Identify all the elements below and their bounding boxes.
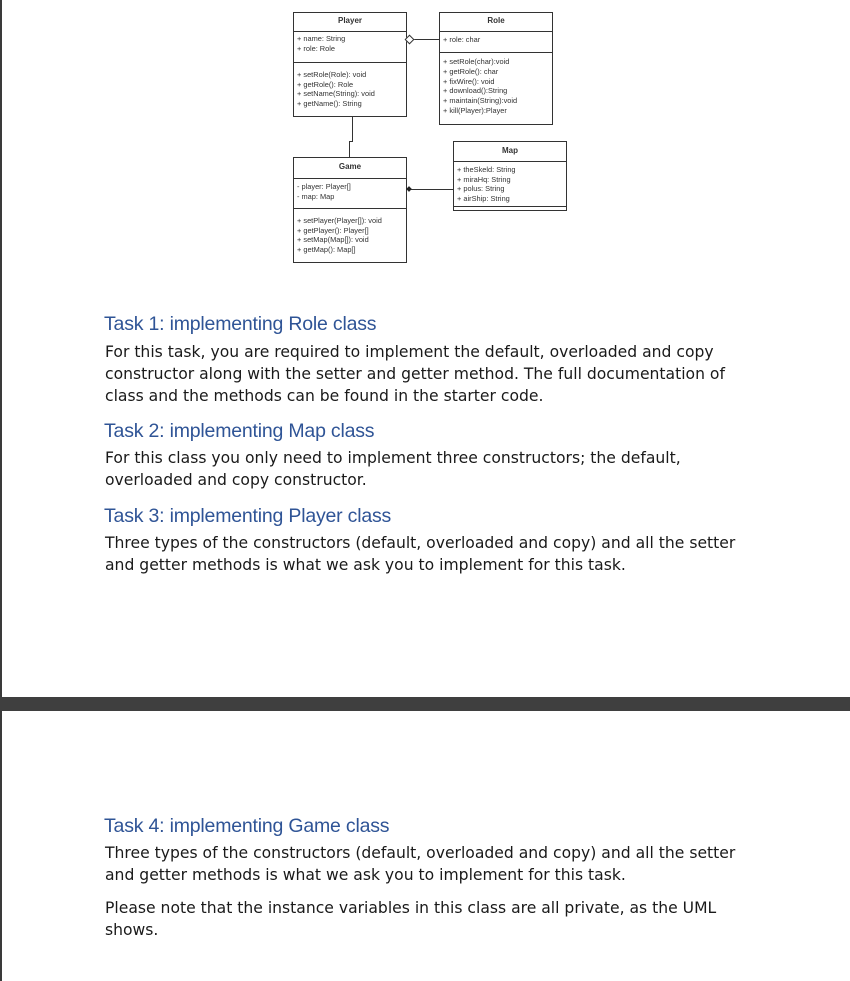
uml-attribute: + role: char [443, 35, 481, 44]
uml-attribute: + airShip: String [457, 193, 510, 203]
task-2-description: For this class you only need to implement three constructors; the default, overloaded and copy constructor. [105, 449, 681, 489]
uml-methods [443, 57, 550, 116]
uml-attribute: + theSkeld: String [457, 165, 516, 174]
uml-method: + setRole(char):void [443, 57, 510, 66]
uml-class-name: Game [338, 162, 362, 171]
uml-method: + setRole(Role): void [297, 70, 367, 79]
uml-method: + setName(String): void [297, 89, 375, 99]
task-4-heading: Task 4: implementing Game class [104, 815, 390, 837]
uml-attribute: + miraHq: String [457, 174, 511, 184]
uml-attributes [297, 34, 404, 53]
uml-attribute: - map: Map [297, 191, 335, 201]
game-map-connector [410, 189, 453, 190]
document-page-2 [2, 711, 850, 981]
uml-method: + download():String [443, 86, 508, 96]
task-1-description: For this task, you are required to implement the default, overloaded and copy constructor along with the setter and getter method. The full documentation of class and the methods can be found in the starter code. [105, 343, 725, 405]
uml-class-name: Role [487, 16, 505, 25]
uml-method: + getRole(): Role [297, 79, 354, 89]
uml-class-game [293, 157, 407, 263]
uml-methods [297, 216, 404, 254]
uml-attributes [297, 182, 404, 201]
uml-class-player [293, 12, 407, 117]
uml-attribute: + polus: String [457, 184, 505, 194]
player-game-connector [352, 117, 353, 142]
uml-method: + getMap(): Map[] [297, 244, 356, 254]
task-4-description: Three types of the constructors (default, overloaded and copy) and all the setter and getter methods is what we ask you to implement for this task. [105, 844, 736, 884]
uml-method: + getRole(): char [443, 66, 499, 76]
uml-attribute: - player: Player[] [297, 182, 351, 191]
uml-class-name: Player [337, 16, 363, 25]
uml-method: + getPlayer(): Player[] [297, 225, 369, 235]
uml-method: + fixWire(): void [443, 76, 495, 86]
task-1-heading: Task 1: implementing Role class [104, 313, 377, 335]
uml-class-map [453, 141, 567, 211]
uml-method: + kill(Player):Player [443, 105, 507, 115]
task-3-description: Three types of the constructors (default, overloaded and copy) and all the setter and getter methods is what we ask you to implement for this task. [105, 534, 736, 574]
uml-attributes [443, 35, 550, 45]
uml-method: + getName(): String [297, 98, 362, 108]
player-role-connector [413, 39, 439, 40]
uml-method: + setPlayer(Player[]): void [297, 216, 382, 225]
uml-class-role [439, 12, 553, 125]
uml-attribute: + name: String [297, 34, 346, 43]
document-page-1 [2, 0, 850, 697]
uml-class-name: Map [502, 146, 518, 155]
task-2-heading: Task 2: implementing Map class [104, 420, 375, 442]
task-3-heading: Task 3: implementing Player class [104, 505, 392, 527]
uml-attributes [457, 165, 564, 203]
composition-diamond-icon [406, 186, 412, 192]
page-separator [0, 697, 850, 711]
uml-attribute: + role: Role [297, 43, 335, 53]
uml-method: + maintain(String):void [443, 96, 518, 106]
uml-methods [297, 70, 404, 108]
uml-method: + setMap(Map[]): void [297, 235, 369, 245]
task-4-note: Please note that the instance variables in this class are all private, as the UML shows. [105, 899, 717, 939]
